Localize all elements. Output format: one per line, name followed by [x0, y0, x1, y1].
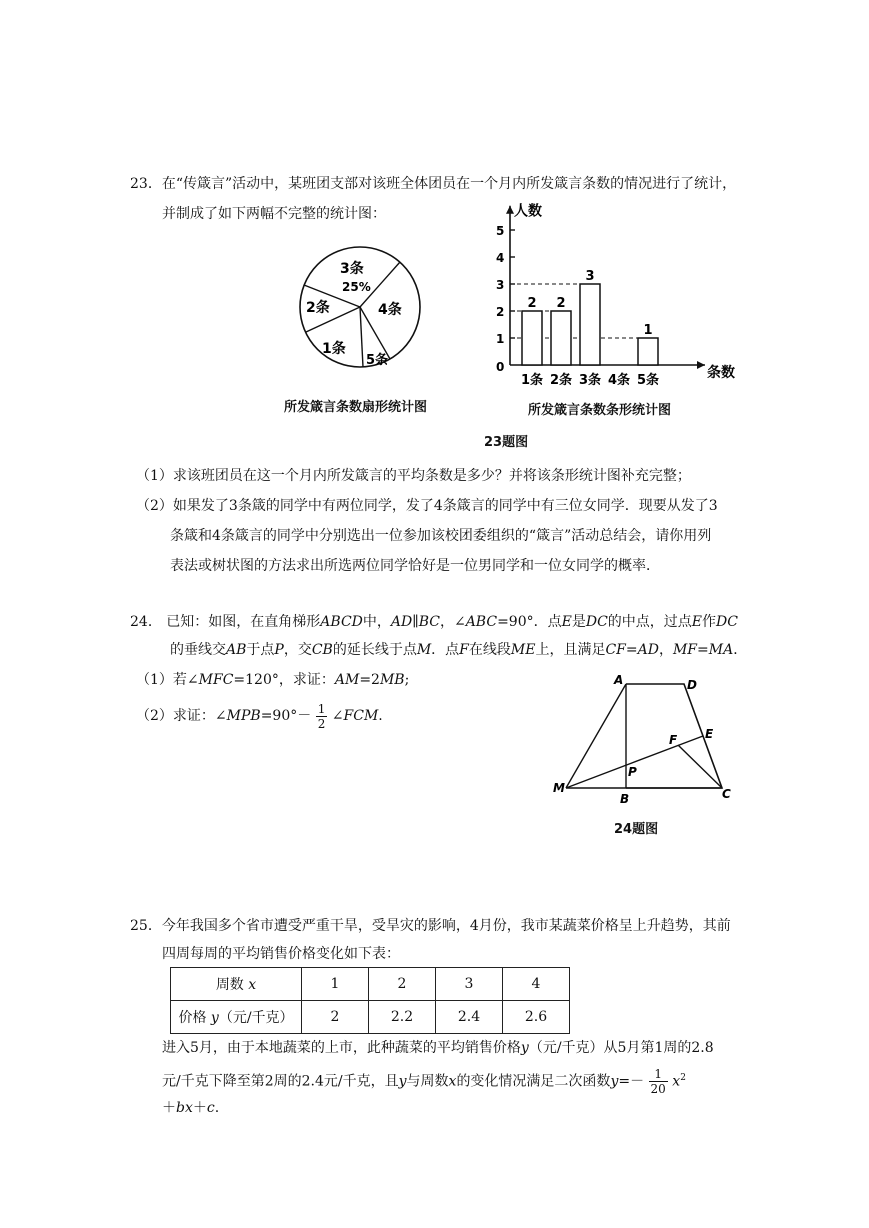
segment-AM [566, 684, 626, 788]
pie-label-pct: 25% [342, 280, 371, 294]
q24-sub1 [136, 670, 409, 690]
q24-text: ; [404, 672, 410, 688]
trapezoid-figure [550, 672, 750, 812]
point-F: F [669, 733, 678, 747]
q25-after1 [162, 1038, 714, 1058]
q25-var: y [520, 1040, 529, 1056]
q25-text: ＋ [192, 1100, 207, 1116]
q25-text: 进入5月，由于本地蔬菜的上市，此种蔬菜的平均销售价格 [162, 1040, 521, 1056]
table-header-price [171, 1001, 302, 1034]
q24-var: MPB [226, 708, 261, 724]
q24-var: ABC [465, 614, 498, 630]
q25-text: 与周数 [406, 1073, 449, 1090]
point-E: E [705, 727, 714, 741]
q25-text: . [214, 1100, 220, 1116]
q24-text: （1）若∠ [136, 672, 199, 688]
point-C: C [722, 787, 731, 801]
q24-text: 的延长线于点 [332, 642, 417, 658]
q24-text: 是 [571, 614, 586, 630]
price-table [170, 967, 570, 1034]
q24-var: MB [379, 672, 405, 688]
q24-var: MA [708, 642, 734, 658]
bar-caption: 所发箴言条数条形统计图 [528, 403, 672, 418]
q25-text: 的变化情况满足二次函数 [456, 1073, 611, 1090]
y-tick-label: 5 [496, 224, 505, 238]
q24-var: AD [637, 642, 659, 658]
bar-chart [470, 190, 770, 390]
bar-value-label: 1 [643, 323, 653, 338]
x-tick-label: 5条 [636, 373, 660, 388]
q24-var: F [459, 642, 469, 658]
q24-text: ，∠ [439, 614, 466, 630]
q24-var: E [691, 614, 703, 630]
pie-divider-4 [360, 307, 363, 367]
q25-line1: 25．今年我国多个省市遭受严重干旱，受旱灾的影响，4月份，我市某蔬菜价格呈上升趋势，其前 [130, 918, 731, 934]
q25-after2 [162, 1060, 686, 1100]
bar-3 [580, 284, 600, 365]
q24-var: AM [334, 672, 360, 688]
bar-value-label: 2 [556, 296, 566, 311]
point-B: B [620, 792, 630, 806]
q24-var: M [416, 642, 432, 658]
q25-var: y [610, 1073, 619, 1090]
q24-text: = [697, 642, 709, 658]
q24-text: . [378, 708, 383, 724]
point-D: D [687, 678, 697, 692]
y-tick-label: 0 [496, 360, 505, 374]
x-tick-label: 2条 [549, 373, 573, 388]
table-cell: 4 [503, 968, 570, 1001]
q24-text: ．点 [431, 642, 460, 658]
bar-1 [522, 311, 542, 365]
q24-line1 [130, 612, 738, 632]
q24-text: 作 [702, 614, 717, 630]
q24-var: DC [716, 614, 738, 630]
bar-5 [638, 338, 658, 365]
x-tick-label: 3条 [578, 373, 602, 388]
point-P: P [628, 765, 637, 779]
q23-sub2-line2: 条箴和4条箴言的同学中分别选出一位参加该校团委组织的“箴言”活动总结会，请你用列 [170, 528, 712, 544]
q24-text: 中， [362, 614, 391, 630]
q23-sub2-line3: 表法或树状图的方法求出所选两位同学恰好是一位男同学和一位女同学的概率． [170, 558, 660, 574]
q24-var: ME [510, 642, 536, 658]
point-M: M [553, 781, 565, 795]
pie-label-1: 1条 [322, 341, 346, 357]
q25-var: y [398, 1073, 407, 1090]
table-row [171, 968, 570, 1001]
pie-chart [290, 240, 450, 420]
fraction-numerator: 1 [317, 701, 326, 716]
pie-label-3: 3条 [340, 261, 364, 277]
segment-ME [566, 736, 703, 788]
cell-text: （元/千克） [218, 1010, 294, 1026]
pie-label-5: 5条 [366, 353, 389, 368]
q24-text: ，交 [283, 642, 312, 658]
pie-caption: 所发箴言条数扇形统计图 [284, 400, 428, 415]
q24-var: E [561, 614, 572, 630]
q24-var: CF [605, 642, 626, 658]
q24-text: 在线段 [468, 642, 511, 658]
q24-text: （2）求证：∠ [136, 708, 227, 724]
q24-sub2 [136, 701, 383, 731]
y-tick-label: 4 [496, 251, 505, 265]
q24-text: ∠ [331, 708, 344, 724]
q25-var: x [448, 1073, 457, 1090]
q24-var: MFC [198, 672, 234, 688]
table-cell: 2.4 [436, 1001, 503, 1034]
q25-line2: 四周每周的平均销售价格变化如下表： [162, 946, 400, 962]
q25-after3 [162, 1098, 219, 1118]
q23-sub1: （1）求该班团员在这一个月内所发箴言的平均条数是多少？并将该条形统计图补充完整； [136, 468, 691, 484]
y-tick-label: 3 [496, 278, 505, 292]
q24-var: AD∥BC [390, 614, 440, 630]
q23-line2: 并制成了如下两幅不完整的统计图： [162, 206, 386, 222]
q24-fraction [316, 702, 328, 731]
q24-text: 上，且满足 [535, 642, 606, 658]
q24-text: 的中点，过点 [607, 614, 692, 630]
table-header-week [171, 968, 302, 1001]
q25-text: 元/千克下降至第2周的2.4元/千克，且 [162, 1073, 399, 1090]
q24-text: 于点 [246, 642, 275, 658]
q24-figure-label: 24题图 [614, 822, 659, 837]
x-axis-label: 条数 [707, 365, 735, 381]
cell-var: x [248, 977, 257, 993]
q24-text: =90°．点 [497, 614, 562, 630]
x-tick-label: 1条 [520, 373, 544, 388]
table-cell: 2 [302, 1001, 369, 1034]
x-axis-arrow [697, 361, 705, 369]
x-tick-label: 4条 [607, 373, 631, 388]
q23-figure-label: 23题图 [484, 435, 529, 450]
bar-value-label: 2 [527, 296, 537, 311]
q24-line2 [170, 640, 747, 660]
q24-var: MF [672, 642, 698, 658]
q24-text: 的垂线交 [170, 642, 226, 658]
q25-text: ＋ [162, 1100, 176, 1116]
q25-var: x [672, 1073, 681, 1090]
pie-label-4: 4条 [378, 302, 402, 318]
y-tick-label: 1 [496, 332, 505, 346]
table-cell: 3 [436, 968, 503, 1001]
q24-text: =120°，求证： [233, 672, 335, 688]
q24-text: =2 [359, 672, 380, 688]
cell-text: 价格 [178, 1010, 207, 1026]
q25-text: =－ [618, 1073, 645, 1090]
q25-exponent: 2 [680, 1073, 686, 1083]
table-cell: 2.6 [503, 1001, 570, 1034]
table-cell: 1 [302, 968, 369, 1001]
q24-var: CB [311, 642, 333, 658]
table-row [171, 1001, 570, 1034]
table-cell: 2.2 [369, 1001, 436, 1034]
q24-var: AB [226, 642, 247, 658]
q25-var: c [206, 1100, 215, 1116]
q25-text: （元/千克）从5月第1周的2.8 [528, 1040, 714, 1056]
q23-line1: 23．在“传箴言”活动中，某班团支部对该班全体团员在一个月内所发箴言条数的情况进行了统计， [130, 176, 737, 192]
cell-text: 周数 [215, 977, 244, 993]
q24-text: =90°－ [260, 708, 312, 724]
q24-num: 24． [130, 614, 162, 630]
q24-text: ． [733, 642, 748, 658]
bar-2 [551, 311, 571, 365]
bar-value-label: 3 [585, 269, 595, 284]
q24-var: ABCD [320, 614, 363, 630]
fraction-denominator: 20 [650, 1082, 666, 1097]
y-axis-label: 人数 [514, 203, 542, 220]
q24-var: P [274, 642, 284, 658]
y-tick-label: 2 [496, 305, 505, 319]
q23-sub2-line1: （2）如果发了3条箴的同学中有两位同学，发了4条箴言的同学中有三位女同学．现要从发了3 [136, 498, 718, 514]
fraction-numerator: 1 [649, 1067, 668, 1082]
segment-FC [678, 745, 722, 788]
y-axis-arrow [506, 206, 514, 214]
q25-fraction [649, 1067, 668, 1096]
pie-label-2: 2条 [306, 300, 330, 316]
q24-text: 已知：如图，在直角梯形 [166, 614, 321, 630]
q24-text: = [625, 642, 638, 658]
q24-text: ， [658, 642, 673, 658]
cell-var: y [210, 1010, 219, 1026]
q24-var: DC [585, 614, 608, 630]
point-A: A [614, 673, 624, 687]
q24-var: FCM [343, 708, 379, 724]
table-cell: 2 [369, 968, 436, 1001]
fraction-denominator: 2 [317, 716, 326, 731]
q25-var: bx [176, 1100, 193, 1116]
